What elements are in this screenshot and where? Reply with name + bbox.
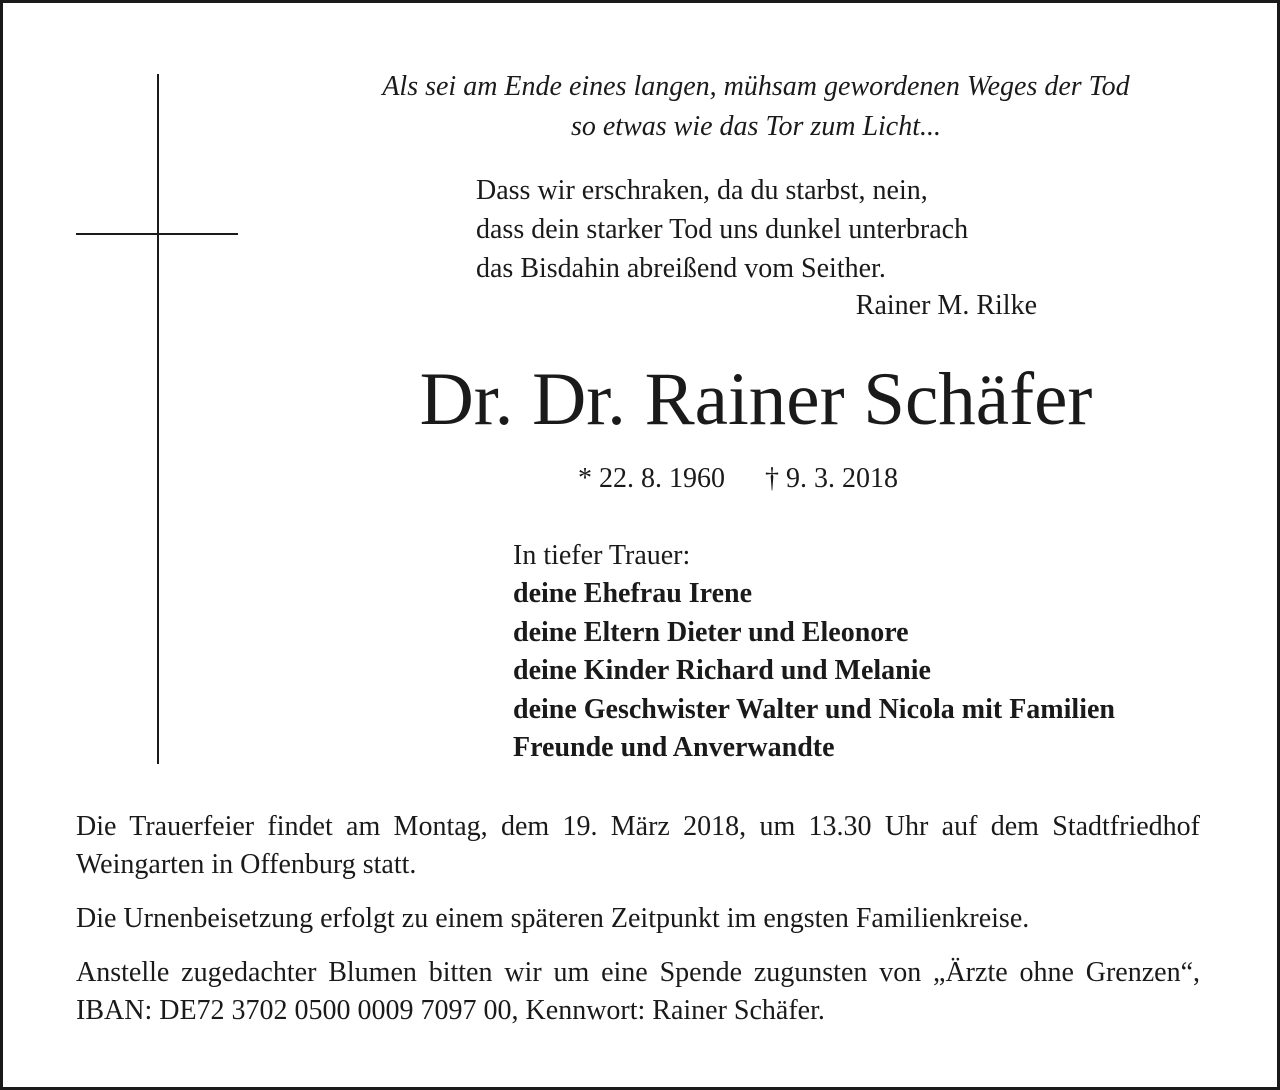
mourner-line: deine Kinder Richard und Melanie bbox=[513, 655, 931, 686]
life-dates bbox=[578, 461, 898, 497]
motto-line: Als sei am Ende eines langen, mühsam gewordenen Weges der Tod bbox=[382, 71, 1130, 102]
death-date: † 9. 3. 2018 bbox=[765, 463, 898, 494]
mourner-line: deine Eltern Dieter und Eleonore bbox=[513, 616, 909, 648]
cross-icon bbox=[157, 74, 159, 764]
mourner-line: Freunde und Anverwandte bbox=[513, 732, 835, 763]
donation-notice: Anstelle zugedachter Blumen bitten wir um eine Spende zugunsten von „Ärzte ohne Grenzen“, IBAN: DE72 3702 0500 0009 7097 00, Kennwort: Rainer Schäfer. bbox=[76, 957, 1200, 1026]
poem-line: das Bisdahin abreißend vom Seither. bbox=[476, 253, 886, 284]
mourning-intro: In tiefer Trauer: bbox=[513, 540, 691, 571]
deceased-name: Dr. Dr. Rainer Schäfer bbox=[419, 358, 1093, 441]
funeral-service-notice: Die Trauerfeier findet am Montag, dem 19. März 2018, um 13.30 Uhr auf dem Stadtfriedhof Weingarten in Offenburg statt. bbox=[76, 811, 1200, 880]
cross-icon-crossbar bbox=[76, 233, 238, 235]
motto-quote bbox=[303, 67, 1209, 147]
poem-author: Rainer M. Rilke bbox=[855, 290, 1037, 321]
mourner-line: deine Geschwister Walter und Nicola mit Familien bbox=[513, 693, 1115, 725]
poem-line: Dass wir erschraken, da du starbst, nein, bbox=[476, 175, 928, 206]
mourners-list bbox=[513, 575, 1115, 768]
urn-burial-notice: Die Urnenbeisetzung erfolgt zu einem späteren Zeitpunkt im engsten Familienkreise. bbox=[76, 903, 1030, 934]
motto-line: so etwas wie das Tor zum Licht... bbox=[570, 111, 942, 142]
funeral-details bbox=[76, 808, 1200, 1046]
poem-line: dass dein starker Tod uns dunkel unterbrach bbox=[476, 214, 969, 245]
birth-date: * 22. 8. 1960 bbox=[578, 463, 725, 494]
mourner-line: deine Ehefrau Irene bbox=[513, 578, 753, 609]
poem bbox=[476, 171, 968, 288]
